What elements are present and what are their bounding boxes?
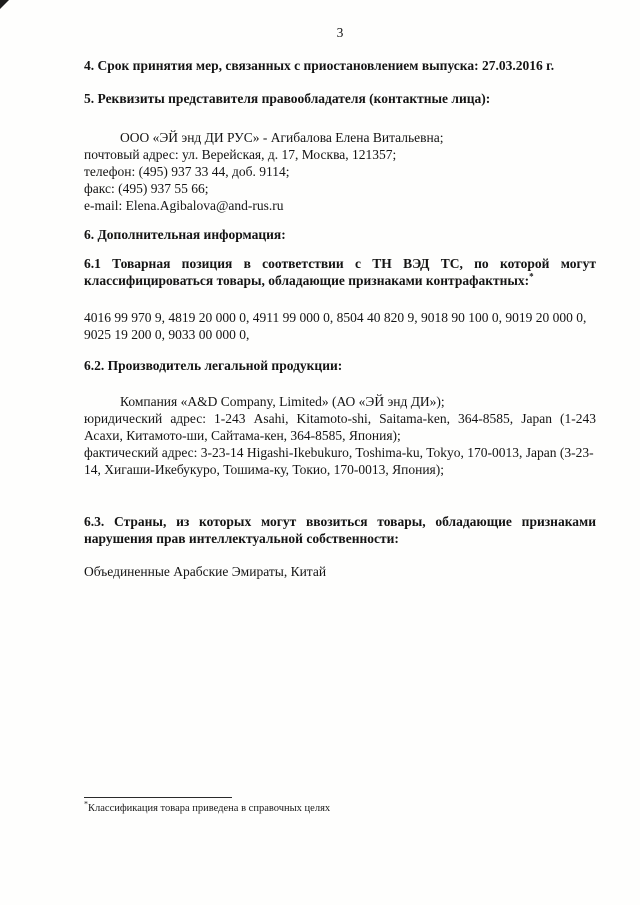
phone-line: телефон: (495) 937 33 44, доб. 9114;	[84, 164, 290, 179]
footnote-marker: *	[529, 271, 534, 282]
section-6-2-body	[84, 393, 596, 478]
footnote-divider	[84, 797, 232, 798]
manufacturer-line: Компания «A&D Company, Limited» (АО «ЭЙ энд ДИ»);	[120, 394, 445, 409]
company-contact-line: ООО «ЭЙ энд ДИ РУС» - Агибалова Елена Витальевна;	[120, 130, 444, 145]
fax-line: факс: (495) 937 55 66;	[84, 181, 209, 196]
section-5-body	[84, 129, 596, 214]
actual-address-line: фактический адрес: 3-23-14 Higashi-Ikebukuro, Toshima-ku, Tokyo, 170-0013, Japan (3-23-14, Хигаши-Икебукуро, Тошима-ку, Токио, 170-0013, Япония);	[84, 445, 594, 477]
footnote	[84, 797, 424, 815]
legal-address-line: юридический адрес: 1-243 Asahi, Kitamoto-shi, Saitama-ken, 364-8585, Japan (1-243 Асахи, Китамото-ши, Сайтама-кен, 364-8585, Япония);	[84, 411, 596, 443]
section-6-1-heading	[84, 255, 596, 289]
section-6-heading: 6. Дополнительная информация:	[84, 227, 286, 242]
page-number: 3	[336, 25, 344, 40]
section-6-3-heading: 6.3. Страны, из которых могут ввозиться товары, обладающие признаками нарушения прав интеллектуальной собственности:	[84, 514, 596, 546]
countries-line: Объединенные Арабские Эмираты, Китай	[84, 564, 327, 579]
footnote-text-body: Классификация товара приведена в справочных целях	[88, 803, 331, 814]
commodity-codes: 4016 99 970 9, 4819 20 000 0, 4911 99 000 0, 8504 40 820 9, 9018 90 100 0, 9019 20 000 0, 9025 19 200 0, 9033 00 000 0,	[84, 310, 587, 342]
postal-address-line: почтовый адрес: ул. Верейская, д. 17, Москва, 121357;	[84, 147, 397, 162]
footnote-text	[84, 799, 424, 815]
section-4-heading: 4. Срок принятия мер, связанных с приостановлением выпуска: 27.03.2016 г.	[84, 58, 555, 73]
section-6-1-heading-text: 6.1 Товарная позиция в соответствии с ТН ВЭД ТС, по которой могут классифицироваться товары, обладающие признаками контрафактных:	[84, 256, 596, 288]
section-5-heading: 5. Реквизиты представителя правообладателя (контактные лица):	[84, 91, 491, 106]
section-6-2-heading: 6.2. Производитель легальной продукции:	[84, 358, 343, 373]
footnote-text-marker: *	[84, 799, 88, 809]
email-line: e-mail: Elena.Agibalova@and-rus.ru	[84, 198, 284, 213]
scan-corner-artifact	[0, 0, 9, 9]
